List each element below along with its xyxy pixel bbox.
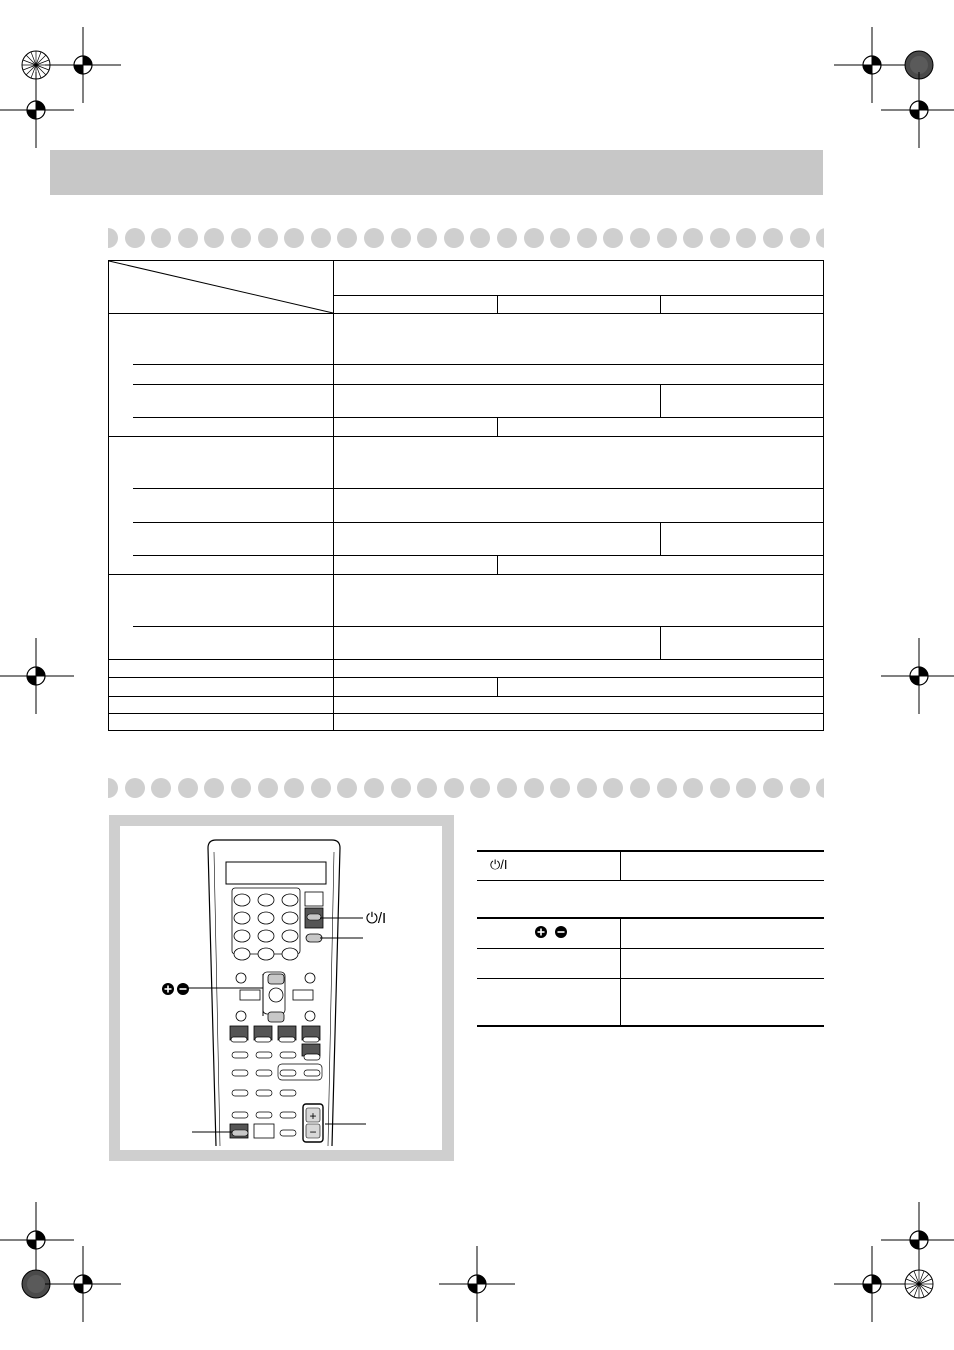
crosshair-registration-icon	[881, 72, 954, 148]
function-row-power-label: ⏻/I	[490, 857, 508, 872]
section-header-band	[50, 150, 823, 195]
separator-dot	[125, 778, 145, 798]
separator-dot	[470, 228, 490, 248]
separator-dot	[178, 778, 198, 798]
crosshair-registration-icon	[45, 1246, 121, 1322]
separator-dot	[577, 228, 597, 248]
separator-dot	[524, 228, 544, 248]
separator-dot	[204, 778, 224, 798]
separator-dot	[790, 778, 810, 798]
crosshair-registration-icon	[45, 27, 121, 103]
starburst-target-icon	[905, 1270, 933, 1298]
separator-dot	[710, 778, 730, 798]
separator-dot	[231, 778, 251, 798]
separator-dot	[364, 778, 384, 798]
separator-dot	[550, 228, 570, 248]
separator-dot	[108, 778, 118, 798]
plus-minus-circle-icon	[161, 982, 191, 996]
plus-minus-circle-icon	[534, 925, 568, 939]
separator-dot	[311, 228, 331, 248]
dot-separator	[108, 228, 824, 248]
separator-dot	[444, 778, 464, 798]
separator-dot	[108, 228, 118, 248]
separator-dot	[577, 778, 597, 798]
separator-dot	[683, 228, 703, 248]
separator-dot	[337, 228, 357, 248]
separator-dot	[657, 778, 677, 798]
separator-dot	[790, 228, 810, 248]
crosshair-registration-icon	[881, 638, 954, 714]
crosshair-registration-icon	[834, 1246, 910, 1322]
separator-dot	[657, 228, 677, 248]
settings-table	[108, 260, 824, 731]
separator-dot	[736, 778, 756, 798]
separator-dot	[364, 228, 384, 248]
separator-dot	[470, 778, 490, 798]
separator-dot	[311, 778, 331, 798]
separator-dot	[524, 778, 544, 798]
separator-dot	[630, 778, 650, 798]
separator-dot	[417, 228, 437, 248]
separator-dot	[816, 228, 824, 248]
separator-dot	[258, 228, 278, 248]
separator-dot	[204, 228, 224, 248]
crosshair-registration-icon	[881, 1202, 954, 1278]
separator-dot	[417, 778, 437, 798]
separator-dot	[816, 778, 824, 798]
separator-dot	[125, 228, 145, 248]
separator-dot	[603, 228, 623, 248]
separator-dot	[763, 228, 783, 248]
svg-text:−: −	[309, 1125, 317, 1139]
power-label: ⏻/I	[366, 910, 387, 927]
separator-dot	[284, 228, 304, 248]
separator-dot	[763, 778, 783, 798]
separator-dot	[337, 778, 357, 798]
separator-dot	[284, 778, 304, 798]
dot-separator	[108, 778, 824, 798]
separator-dot	[683, 778, 703, 798]
separator-dot	[710, 228, 730, 248]
separator-dot	[391, 228, 411, 248]
separator-dot	[231, 228, 251, 248]
crosshair-registration-icon	[0, 638, 74, 714]
separator-dot	[497, 778, 517, 798]
crosshair-registration-icon	[0, 1202, 74, 1278]
crosshair-registration-icon	[834, 27, 910, 103]
diagonal-header-cell	[108, 260, 334, 314]
separator-dot	[391, 778, 411, 798]
separator-dot	[444, 228, 464, 248]
separator-dot	[151, 228, 171, 248]
crosshair-registration-icon	[439, 1246, 515, 1322]
separator-dot	[151, 778, 171, 798]
separator-dot	[258, 778, 278, 798]
crosshair-registration-icon	[0, 72, 74, 148]
separator-dot	[178, 228, 198, 248]
separator-dot	[630, 228, 650, 248]
separator-dot	[550, 778, 570, 798]
separator-dot	[497, 228, 517, 248]
separator-dot	[736, 228, 756, 248]
function-table	[477, 850, 824, 1030]
separator-dot	[603, 778, 623, 798]
mode-key	[306, 934, 322, 942]
svg-text:+: +	[309, 1109, 317, 1123]
